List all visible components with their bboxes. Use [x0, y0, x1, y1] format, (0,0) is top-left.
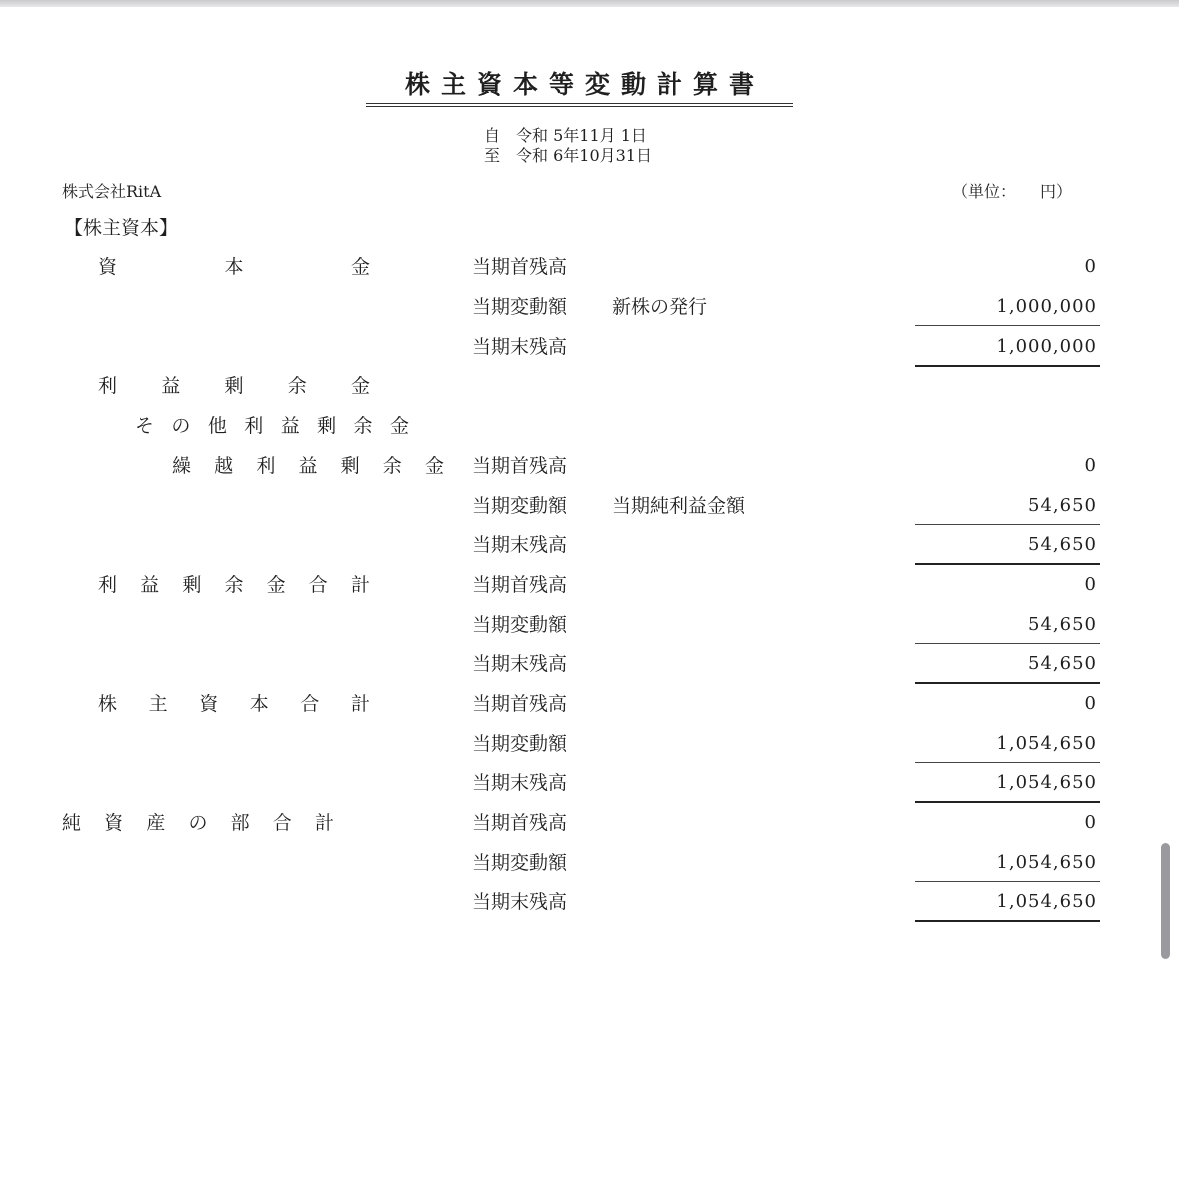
- label-char: 部: [230, 812, 250, 834]
- row-column-label: 当期末残高: [472, 336, 568, 358]
- label-char: 計: [314, 812, 334, 834]
- label-char: 株: [98, 693, 118, 715]
- row-amount: 54,650: [1028, 495, 1097, 516]
- label-char: 利: [244, 415, 264, 437]
- subtotal-rule: [915, 524, 1100, 525]
- label-char: 合: [300, 693, 320, 715]
- label-char: 余: [353, 415, 373, 437]
- label-char: 益: [140, 574, 160, 596]
- company-name: 株式会社RitA: [62, 182, 162, 201]
- row-amount: 1,054,650: [996, 852, 1097, 873]
- title-underline-2: [366, 106, 793, 107]
- label-char: 金: [266, 574, 286, 596]
- row-amount: 1,054,650: [996, 772, 1097, 793]
- subtotal-rule: [915, 643, 1100, 644]
- total-rule: [915, 563, 1100, 565]
- label-char: 利: [98, 574, 118, 596]
- unit-label: （単位： 円）: [952, 182, 1073, 201]
- label-retained-earnings-brought-forward: [172, 454, 444, 478]
- period-from: 自 令和 5年11月 1日: [484, 126, 647, 145]
- label-retained-earnings-total: [98, 573, 370, 597]
- label-char: 益: [280, 415, 300, 437]
- label-char: 資: [98, 256, 118, 278]
- row-column-label: 当期変動額: [472, 296, 568, 318]
- label-char: 資: [199, 693, 219, 715]
- label-capital: [98, 255, 370, 279]
- subtotal-rule: [915, 881, 1100, 882]
- section-heading: 【株主資本】: [64, 217, 179, 239]
- label-char: 本: [249, 693, 269, 715]
- label-char: 金: [350, 375, 370, 397]
- total-rule: [915, 682, 1100, 684]
- label-shareholders-equity-total: [98, 692, 370, 716]
- row-column-label: 当期変動額: [472, 733, 568, 755]
- label-char: そ: [135, 415, 155, 437]
- label-char: 計: [350, 574, 370, 596]
- label-char: の: [171, 415, 191, 437]
- label-net-assets-total: [62, 811, 334, 835]
- row-amount: 1,054,650: [996, 733, 1097, 754]
- window-top-edge: [0, 0, 1179, 7]
- row-description: 新株の発行: [612, 296, 708, 318]
- subtotal-rule: [915, 325, 1100, 326]
- row-column-label: 当期末残高: [472, 772, 568, 794]
- label-char: 剰: [340, 455, 360, 477]
- label-char: 益: [161, 375, 181, 397]
- row-amount: 0: [1084, 455, 1097, 476]
- label-char: 金: [350, 256, 370, 278]
- label-char: 合: [272, 812, 292, 834]
- label-char: 剰: [317, 415, 337, 437]
- row-amount: 54,650: [1028, 534, 1097, 555]
- label-char: 繰: [172, 455, 192, 477]
- label-char: 計: [350, 693, 370, 715]
- row-column-label: 当期変動額: [472, 614, 568, 636]
- row-amount: 54,650: [1028, 653, 1097, 674]
- row-amount: 1,000,000: [996, 296, 1097, 317]
- subtotal-rule: [915, 762, 1100, 763]
- row-column-label: 当期首残高: [472, 693, 568, 715]
- row-amount: 1,000,000: [996, 336, 1097, 357]
- label-char: 余: [382, 455, 402, 477]
- label-char: 資: [104, 812, 124, 834]
- label-char: の: [188, 812, 208, 834]
- row-column-label: 当期首残高: [472, 455, 568, 477]
- label-char: 利: [98, 375, 118, 397]
- row-amount: 0: [1084, 693, 1097, 714]
- label-char: 主: [148, 693, 168, 715]
- label-char: 余: [287, 375, 307, 397]
- row-amount: 0: [1084, 256, 1097, 277]
- row-column-label: 当期末残高: [472, 653, 568, 675]
- label-char: 利: [256, 455, 276, 477]
- row-column-label: 当期変動額: [472, 852, 568, 874]
- statement-title: 株主資本等変動計算書: [404, 70, 765, 99]
- label-char: 本: [224, 256, 244, 278]
- label-other-retained-earnings: [135, 414, 409, 438]
- total-rule: [915, 920, 1100, 922]
- label-char: 剰: [224, 375, 244, 397]
- row-amount: 0: [1084, 812, 1097, 833]
- title-underline: [366, 103, 793, 104]
- label-char: 合: [308, 574, 328, 596]
- label-char: 余: [224, 574, 244, 596]
- row-amount: 54,650: [1028, 614, 1097, 635]
- label-char: 越: [214, 455, 234, 477]
- row-amount: 0: [1084, 574, 1097, 595]
- label-retained-earnings: [98, 374, 370, 398]
- row-column-label: 当期末残高: [472, 891, 568, 913]
- row-column-label: 当期変動額: [472, 495, 568, 517]
- row-column-label: 当期首残高: [472, 256, 568, 278]
- scrollbar-thumb[interactable]: [1161, 843, 1170, 959]
- label-char: 他: [207, 415, 227, 437]
- row-description: 当期純利益金額: [612, 495, 746, 517]
- label-char: 純: [62, 812, 82, 834]
- total-rule: [915, 801, 1100, 803]
- total-rule: [915, 365, 1100, 367]
- row-column-label: 当期首残高: [472, 812, 568, 834]
- period-to: 至 令和 6年10月31日: [484, 146, 652, 165]
- row-column-label: 当期首残高: [472, 574, 568, 596]
- row-amount: 1,054,650: [996, 891, 1097, 912]
- label-char: 産: [146, 812, 166, 834]
- label-char: 剰: [182, 574, 202, 596]
- label-char: 金: [389, 415, 409, 437]
- row-column-label: 当期末残高: [472, 534, 568, 556]
- label-char: 金: [424, 455, 444, 477]
- label-char: 益: [298, 455, 318, 477]
